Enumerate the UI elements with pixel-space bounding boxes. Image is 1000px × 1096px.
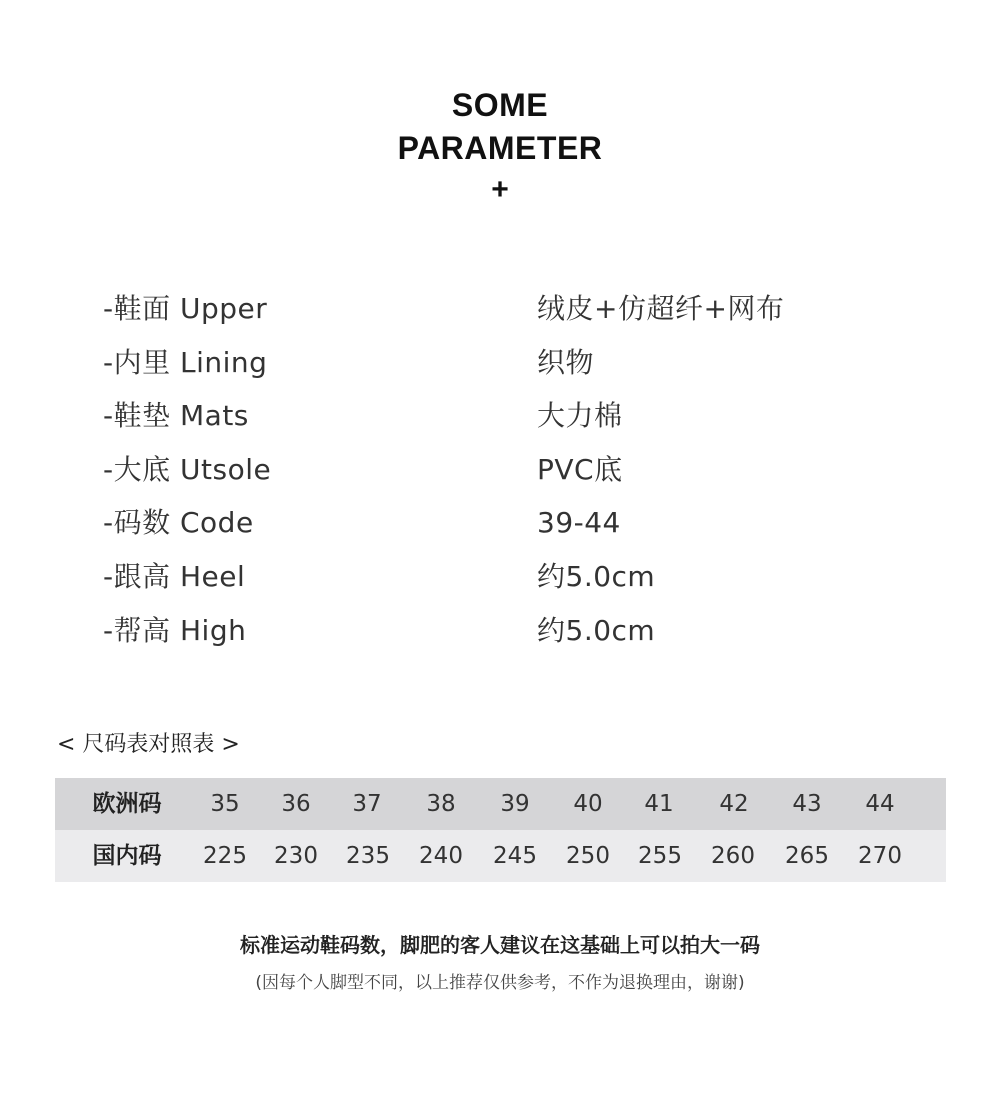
- size-cell: 40: [573, 791, 603, 817]
- size-cell: 39: [500, 791, 530, 817]
- header-title-line-1: SOME: [451, 87, 549, 123]
- header-title-line-2: PARAMETER: [397, 130, 603, 166]
- parameter-row-high: [103, 607, 903, 661]
- size-cell: 38: [426, 791, 456, 817]
- size-disclaimer-note: (因每个人脚型不同，以上推荐仅供参考，不作为退换理由，谢谢): [255, 973, 745, 993]
- parameter-value: 绒皮+仿超纤+网布: [537, 292, 785, 325]
- size-cell: 35: [210, 791, 240, 817]
- size-advice-note: 标准运动鞋码数，脚肥的客人建议在这基础上可以拍大一码: [240, 933, 760, 957]
- parameter-row-upper: [103, 285, 903, 339]
- parameter-row-code: [103, 499, 903, 553]
- parameter-value: 约5.0cm: [537, 613, 656, 647]
- parameter-label: -鞋垫 Mats: [103, 399, 249, 433]
- size-row-label: 国内码: [92, 843, 162, 869]
- size-row-label: 欧洲码: [92, 791, 162, 817]
- parameter-value: 织物: [537, 345, 595, 379]
- size-chart-title: < 尺码表对照表 >: [57, 732, 240, 757]
- size-cell: 43: [792, 791, 822, 817]
- size-cell: 36: [281, 791, 311, 817]
- size-cell: 44: [865, 791, 895, 817]
- size-cell: 255: [638, 843, 682, 869]
- size-cell: 230: [274, 843, 318, 869]
- plus-icon: +: [491, 173, 509, 206]
- parameter-label: -鞋面 Upper: [103, 292, 268, 325]
- parameter-label: -帮高 High: [103, 613, 247, 647]
- parameter-value: PVC底: [537, 452, 623, 486]
- size-cell: 265: [785, 843, 829, 869]
- parameter-label: -跟高 Heel: [103, 559, 246, 593]
- parameter-label: -内里 Lining: [103, 345, 268, 379]
- size-cell: 260: [711, 843, 755, 869]
- size-cell: 42: [719, 791, 749, 817]
- section-header: [0, 84, 1000, 210]
- parameter-list: [103, 285, 903, 660]
- parameter-label: -大底 Utsole: [103, 452, 272, 486]
- parameter-label: -码数 Code: [103, 506, 254, 540]
- size-cell: 41: [644, 791, 674, 817]
- size-cell: 270: [858, 843, 902, 869]
- parameter-row-outsole: [103, 446, 903, 500]
- size-chart-table: [55, 778, 946, 882]
- size-cell: 250: [566, 843, 610, 869]
- size-row-cn: [55, 830, 946, 882]
- size-cell: 235: [346, 843, 390, 869]
- parameter-value: 39-44: [537, 506, 621, 540]
- size-cell: 240: [419, 843, 463, 869]
- parameter-row-heel: [103, 553, 903, 607]
- parameter-row-lining: [103, 339, 903, 393]
- size-cell: 37: [352, 791, 382, 817]
- size-row-eu: [55, 778, 946, 830]
- size-cell: 245: [493, 843, 537, 869]
- parameter-value: 大力棉: [537, 399, 623, 433]
- size-cell: 225: [203, 843, 247, 869]
- parameter-row-mats: [103, 392, 903, 446]
- parameter-value: 约5.0cm: [537, 559, 656, 593]
